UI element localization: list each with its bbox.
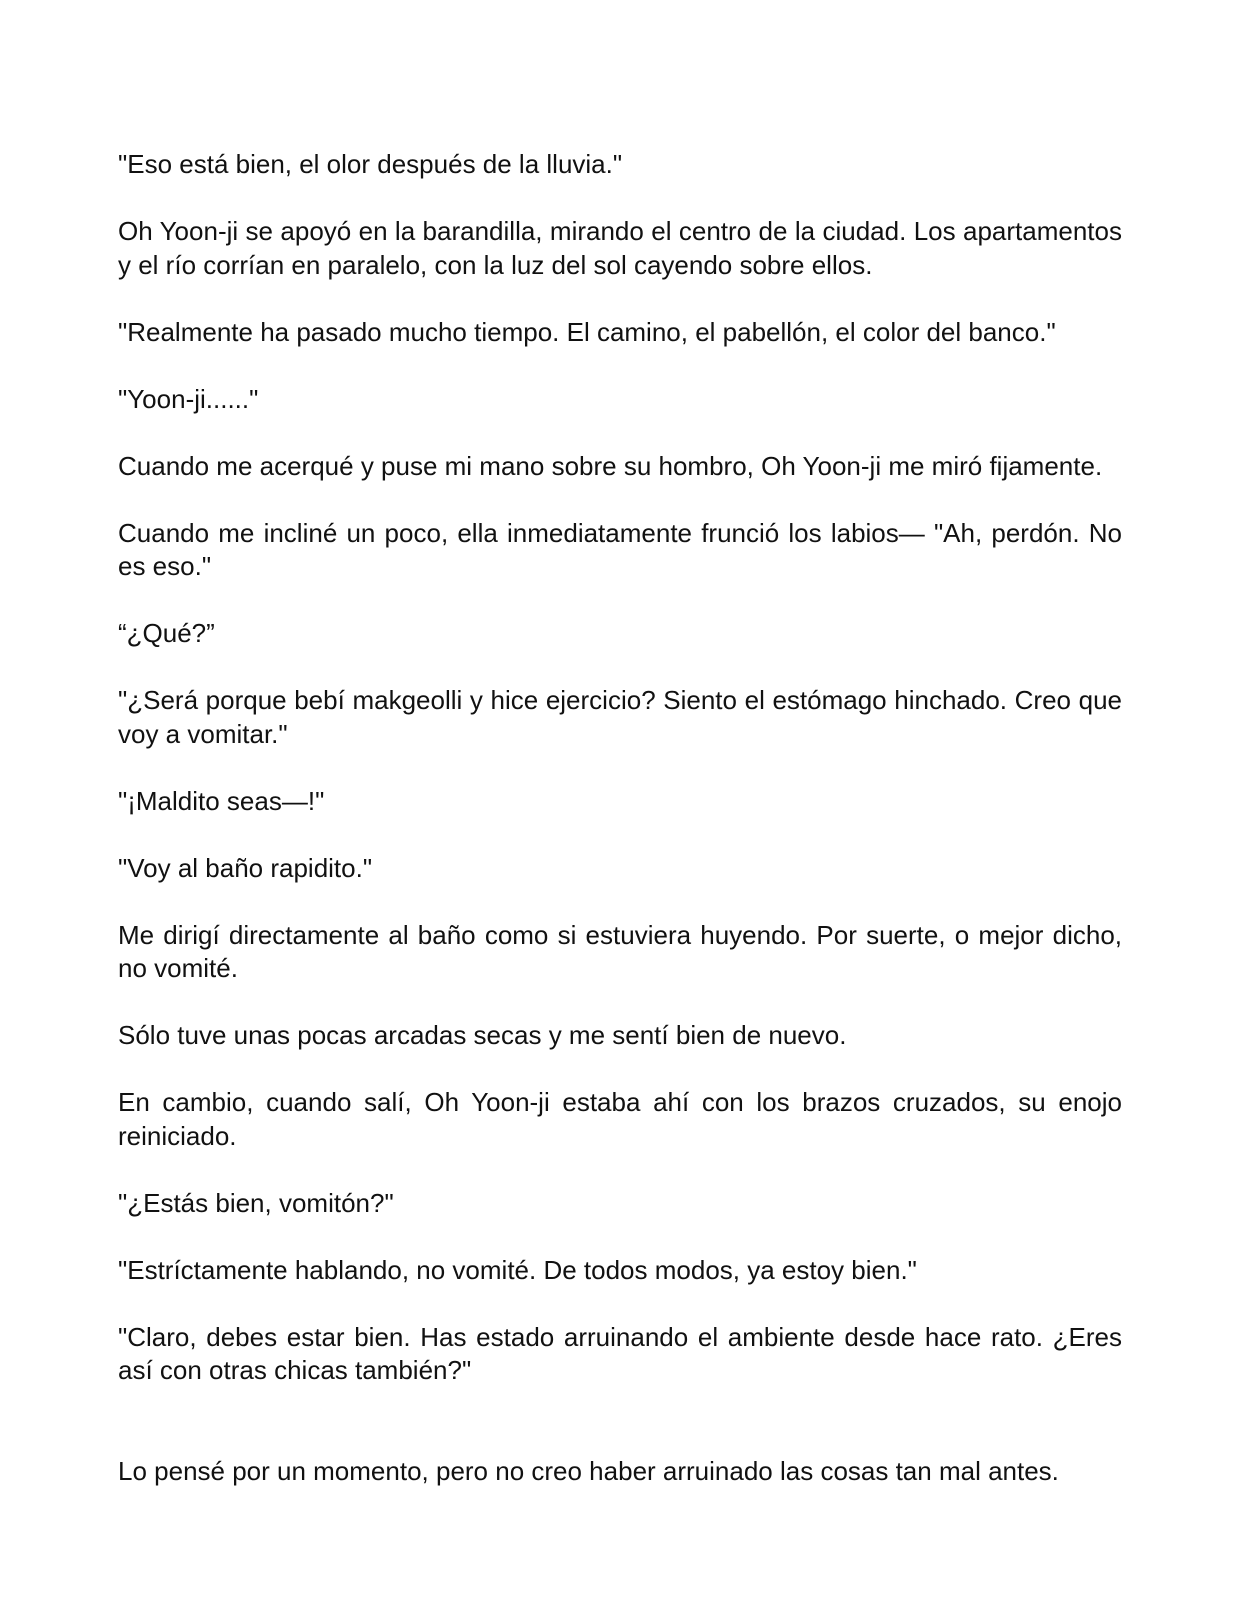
paragraph: "Estríctamente hablando, no vomité. De todos modos, ya estoy bien." — [118, 1254, 917, 1285]
paragraph: Oh Yoon-ji se apoyó en la barandilla, mirando el centro de la ciudad. Los apartamentos y el río corrían en paralelo, con la luz del sol cayendo sobre ellos. — [118, 216, 1122, 280]
paragraph: "Claro, debes estar bien. Has estado arruinando el ambiente desde hace rato. ¿Eres así con otras chicas también?" — [118, 1321, 1122, 1385]
paragraph: "¡Maldito seas—!" — [118, 785, 325, 816]
paragraph: Cuando me incliné un poco, ella inmediatamente frunció los labios— "Ah, perdón. No es eso." — [118, 517, 1122, 581]
paragraph: "¿Estás bien, vomitón?" — [118, 1187, 394, 1218]
paragraph: Me dirigí directamente al baño como si estuviera huyendo. Por suerte, o mejor dicho, no vomité. — [118, 919, 1122, 983]
paragraph: "Eso está bien, el olor después de la lluvia." — [118, 149, 623, 179]
paragraph: "¿Será porque bebí makgeolli y hice ejercicio? Siento el estómago hinchado. Creo que voy a vomitar." — [118, 685, 1122, 749]
paragraph: "Yoon-ji......" — [118, 383, 259, 414]
paragraph: Cuando me acerqué y puse mi mano sobre su hombro, Oh Yoon-ji me miró fijamente. — [118, 450, 1103, 481]
body-text — [118, 148, 1122, 1522]
paragraph: “¿Qué?” — [118, 618, 215, 648]
paragraph: En cambio, cuando salí, Oh Yoon-ji estaba ahí con los brazos cruzados, su enojo reiniciado. — [118, 1087, 1122, 1151]
paragraph: Sólo tuve unas pocas arcadas secas y me sentí bien de nuevo. — [118, 1020, 847, 1050]
paragraph: Lo pensé por un momento, pero no creo haber arruinado las cosas tan mal antes. — [118, 1455, 1059, 1486]
paragraph: "Realmente ha pasado mucho tiempo. El camino, el pabellón, el color del banco." — [118, 316, 1056, 347]
paragraph: "Voy al baño rapidito." — [118, 852, 373, 883]
